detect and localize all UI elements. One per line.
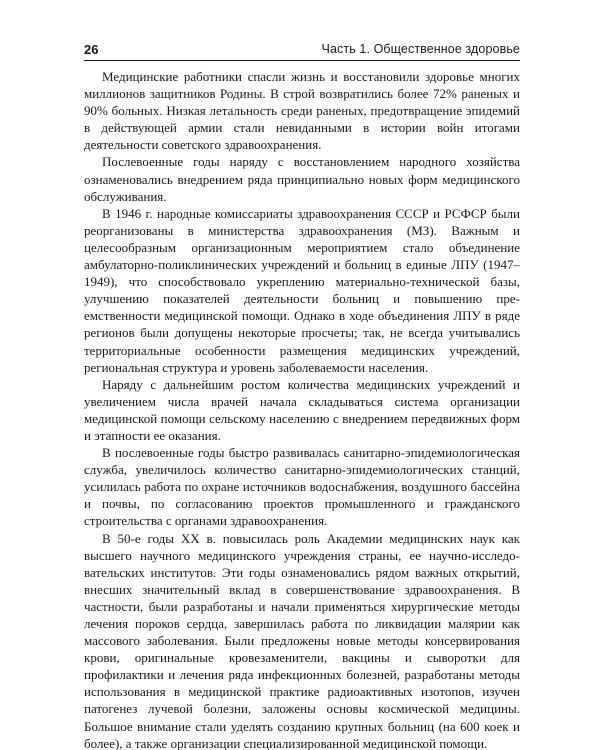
paragraph: В 50-е годы XX в. повысилась роль Академии медицинских наук как высшего научного медицинского учреждения страны, ее научно-исследовательских институтов. Эти годы ознаменовались рядом важных открытий, внесших значительный вклад в совершенствование здравоохранения. В частности, были разработаны и начали применяться хирургические методы лечения пороков сердца, завершилась работа по ликвидации малярии как массового заболевания. Были предложены новые методы консервирования крови, оригинальные кровезаменители, вакцины и сыворотки для профилактики и лечения ряда инфекционных болезней, разработаны методы использования в медицинской практике радиоактивных изотопов, изучен патогенез лучевой болезни, заложены основы космической медицины. Большое внимание стали уделять созданию крупных больниц (на 600 коек и более), а также организации специализированной медицинской помощи. <box>84 530 520 750</box>
body-text <box>84 68 520 750</box>
header-rule <box>84 60 520 61</box>
paragraph: В 1946 г. народные комиссариаты здравоохранения СССР и РСФСР были реорганизованы в министерства здравоохранения (МЗ). Важным и целесообразным организационным мероприятием стало объединение амбулаторно-поликлинических учреждений и больниц в единые ЛПУ (1947–1949), что способствовало укреплению материально-технической базы, улучшению показателей деятельности больниц и повышению преемственности медицинской помощи. Однако в ходе объединения ЛПУ в ряде регионов были допущены некоторые просчеты; так, не всегда учитывались территориальные особенности размещения медицинских учреждений, региональная структура и уровень заболеваемости населения. <box>84 205 520 375</box>
running-title: Часть 1. Общественное здоровье <box>321 42 520 56</box>
paragraph: Медицинские работники спасли жизнь и восстановили здоровье многих миллионов защитников Родины. В строй возвратились более 72% раненых и 90% больных. Низкая летальность среди раненых, предотвращение эпидемий в действующей армии стали невиданными в истории войн итогами деятельности советского здравоохранения. <box>84 69 520 153</box>
paragraph: Наряду с дальнейшим ростом количества медицинских учреждений и увеличением числа врачей начала складываться система организации медицинской помощи сельскому населению с внедрением передвижных форм и этапности ее оказания. <box>84 376 520 443</box>
page-number: 26 <box>84 42 99 57</box>
page-header <box>84 40 520 60</box>
paragraph: Послевоенные годы наряду с восстановлением народного хозяйства ознаменовались внедрением ряда принципиально новых форм медицинского обслуживания. <box>84 154 520 204</box>
paragraph: В послевоенные годы быстро развивалась санитарно-эпидемиологическая служба, увеличилось количество санитарно-эпидемиологических станций, усилилась работа по охране источников водоснабжения, воздушного бассейна и почвы, по согласованию проектов промышленного и гражданского строительства с органами здравоохранения. <box>84 445 520 529</box>
